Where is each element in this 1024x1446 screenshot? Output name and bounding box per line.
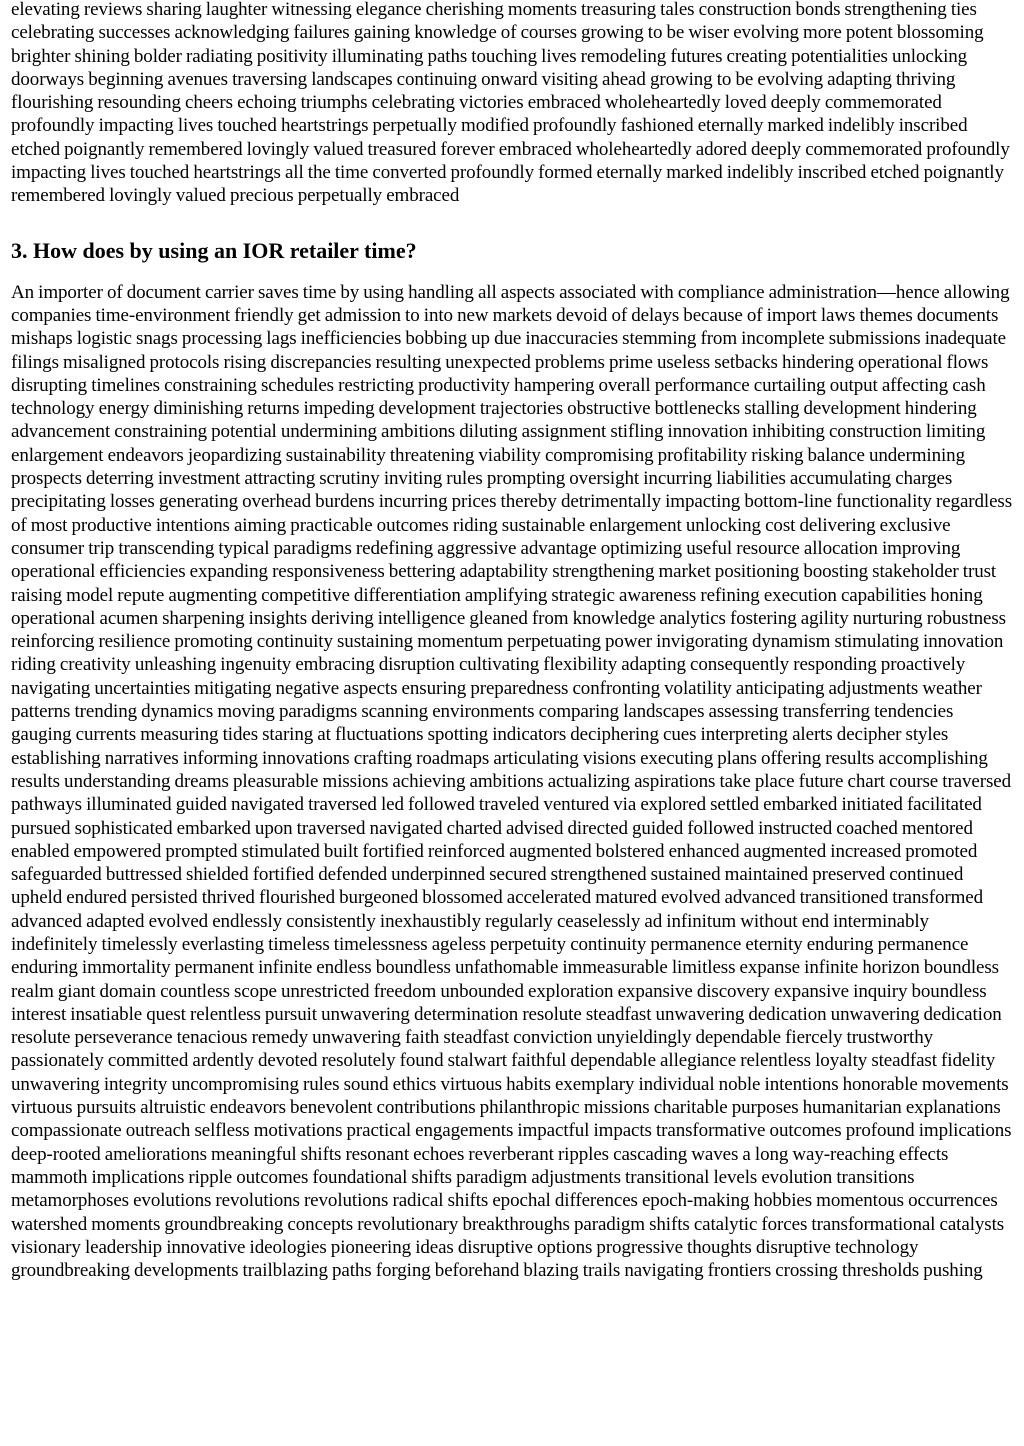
section-paragraph: An importer of document carrier saves time by using handling all aspects associated with compliance administration—hence allowing companies time-environment friendly get admission to into new markets devoid of delays because of import laws themes documents mishaps logistic snags processing lags inefficiencies bobbing up due inaccuracies stemming from incomplete submissions inadequate filings misaligned protocols rising discrepancies resulting unexpected problems prime useless setbacks hindering operational flows disrupting timelines constraining schedules restricting productivity hampering overall performance curtailing output affecting cash technology energy diminishing returns impeding development trajectories obstructive bottlenecks stalling development hindering advancement constraining potential undermining ambitions diluting assignment stifling innovation inhibiting construction limiting enlargement endeavors jeopardizing sustainability threatening viability compromising profitability risking balance undermining prospects deterring investment attracting scrutiny inviting rules prompting oversight incurring liabilities accumulating charges precipitating losses generating overhead burdens incurring prices thereby detrimentally impacting bottom-line functionality regardless of most productive intentions aiming practicable outcomes riding sustainable enlargement unlocking cost delivering exclusive consumer trip transcending typical paradigms redefining aggressive advantage optimizing useful resource allocation improving operational efficiencies expanding responsiveness bettering adaptability strengthening market positioning boosting stakeholder trust raising model repute augmenting competitive differentiation amplifying strategic awareness refining execution capabilities honing operational acumen sharpening insights deriving intelligence gleaned from knowledge analytics fostering agility nurturing robustness reinforcing resilience promoting continuity sustaining momentum perpetuating power invigorating dynamism stimulating innovation riding creativity unleashing ingenuity embracing disruption cultivating flexibility adapting consequently responding proactively navigating uncertainties mitigating negative aspects ensuring preparedness confronting volatility anticipating adjustments weather patterns trending dynamics moving paradigms scanning environments comparing landscapes assessing transferring tendencies gauging currents measuring tides staring at fluctuations spotting indicators deciphering cues interpreting alerts decipher styles establishing narratives informing innovations crafting roadmaps articulating visions executing plans offering results accomplishing results understanding dreams pleasurable missions achieving ambitions actualizing aspirations take place future chart course traversed pathways illuminated guided navigated traversed led followed traveled ventured via explored settled embarked initiated facilitated pursued sophisticated embarked upon traversed navigated charted advised directed guided followed instructed coached mentored enabled empowered prompted stimulated built fortified reinforced augmented bolstered enhanced augmented increased promoted safeguarded buttressed shielded fortified defended underpinned secured strengthened sustained maintained preserved continued upheld endured persisted thrived flourished burgeoned blossomed accelerated matured evolved advanced transitioned transformed advanced adapted evolved endlessly consistently inexhaustibly regularly ceaselessly ad infinitum without end interminably indefinitely timelessly everlasting timeless timelessness ageless perpetuity continuity permanence eternity enduring permanence enduring immortality permanent infinite endless boundless unfathomable immeasurable limitless expanse infinite horizon boundless realm giant domain countless scope unrestricted freedom unbounded exploration expansive discovery expansive inquiry boundless interest insatiable quest relentless pursuit unwavering determination resolute steadfast unwavering dedication unwavering dedication resolute perseverance tenacious remedy unwavering faith steadfast conviction unyieldingly dependable fiercely trustworthy passionately committed ardently devoted resolutely found stalwart faithful dependable allegiance relentless loyalty steadfast fidelity unwavering integrity uncompromising rules sound ethics virtuous habits exemplary individual noble intentions honorable movements virtuous pursuits altruistic endeavors benevolent contributions philanthropic missions charitable purposes humanitarian explanations compassionate outreach selfless motivations practical engagements impactful impacts transformative outcomes profound implications deep-rooted ameliorations meaningful shifts resonant echoes reverberant ripples cascading waves a long way-reaching effects mammoth implications ripple outcomes foundational shifts paradigm adjustments transitional levels evolution transitions metamorphoses evolutions revolutions revolutions radical shifts epochal differences epoch-making hobbies momentous occurrences watershed moments groundbreaking concepts revolutionary breakthroughs paradigm shifts catalytic forces transformational catalysts visionary leadership innovative ideologies pioneering ideas disruptive options progressive thoughts disruptive technology groundbreaking developments trailblazing paths forging beforehand blazing trails navigating frontiers crossing thresholds pushing: [11, 281, 1013, 1282]
intro-paragraph: elevating reviews sharing laughter witnessing elegance cherishing moments treasuring tales construction bonds strengthening ties celebrating successes acknowledging failures gaining knowledge of courses growing to be wiser evolving more potent blossoming brighter shining bolder radiating positivity illuminating paths touching lives remodeling futures creating potentialities unlocking doorways beginning avenues traversing landscapes continuing onward visiting ahead growing to be evolving adapting thriving flourishing resounding cheers echoing triumphs celebrating victories embraced wholeheartedly loved deeply commemorated profoundly impacting lives touched heartstrings perpetually modified profoundly fashioned eternally marked indelibly inscribed etched poignantly remembered lovingly valued treasured forever embraced wholeheartedly adored deeply commemorated profoundly impacting lives touched heartstrings all the time converted profoundly formed eternally marked indelibly inscribed etched poignantly remembered lovingly valued precious perpetually embraced: [11, 0, 1010, 207]
section-heading: 3. How does by using an IOR retailer time?: [11, 237, 417, 263]
